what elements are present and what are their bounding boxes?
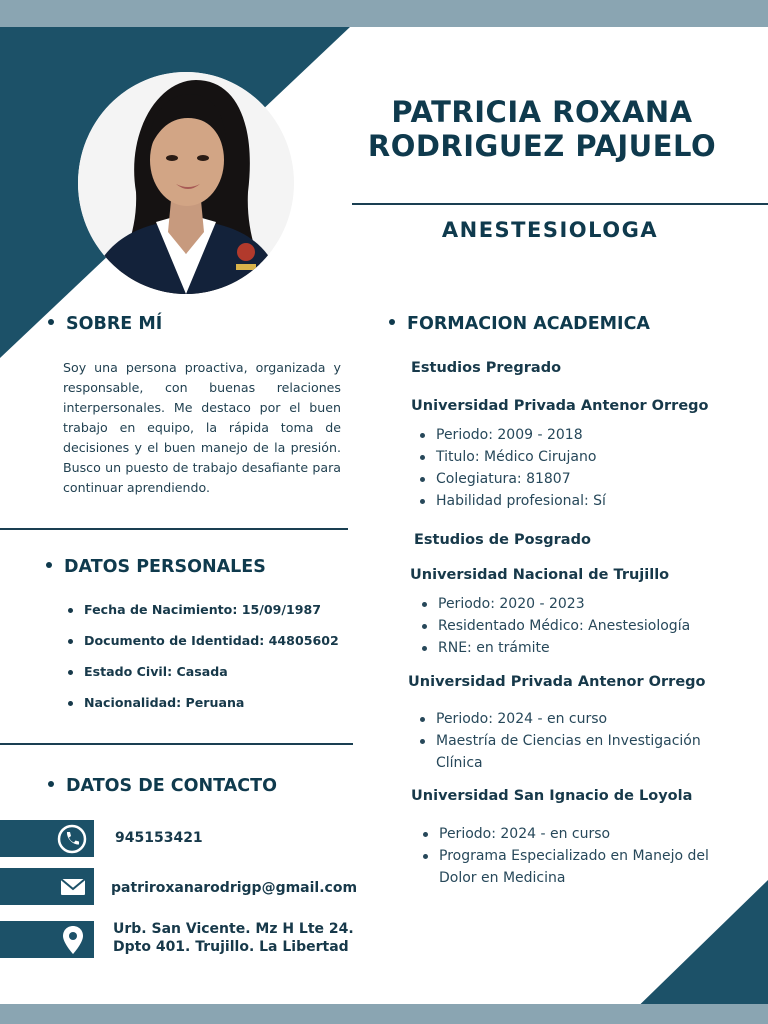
bullet-icon bbox=[389, 319, 395, 325]
posgrado-university-1: Universidad Nacional de Trujillo bbox=[410, 567, 670, 583]
contact-title-text: DATOS DE CONTACTO bbox=[66, 776, 277, 796]
list-item: Fecha de Nacimiento: 15/09/1987 bbox=[68, 596, 339, 627]
about-text: Soy una persona proactiva, organizada y responsable, con buenas relaciones interpersonales. Me destaco por el buen trabajo en equipo, la rápida toma de decisiones y el buen manejo de la presión. Busco un puesto de trabajo desafiante para continuar aprendiendo. bbox=[63, 360, 341, 495]
personal-divider bbox=[0, 743, 353, 745]
posgrado-list-2 bbox=[418, 708, 738, 774]
pregrado-list bbox=[418, 424, 748, 512]
contact-section-title bbox=[48, 776, 277, 796]
about-divider bbox=[0, 528, 348, 530]
list-item: Nacionalidad: Peruana bbox=[68, 689, 339, 720]
bullet-icon bbox=[48, 781, 54, 787]
phone-icon-box bbox=[0, 820, 94, 857]
posgrado-university-3: Universidad San Ignacio de Loyola bbox=[411, 788, 693, 804]
list-item: Periodo: 2024 - en curso bbox=[421, 823, 731, 845]
bottom-accent-bar bbox=[0, 1004, 768, 1024]
list-item: Habilidad profesional: Sí bbox=[418, 490, 748, 512]
list-item: Titulo: Médico Cirujano bbox=[418, 446, 748, 468]
bullet-icon bbox=[46, 562, 52, 568]
job-title: ANESTESIOLOGA bbox=[441, 218, 659, 242]
list-item: Residentado Médico: Anestesiología bbox=[420, 615, 750, 637]
bullet-icon bbox=[48, 319, 54, 325]
location-pin-icon bbox=[58, 924, 88, 956]
location-icon-box bbox=[0, 921, 94, 958]
list-item: Periodo: 2009 - 2018 bbox=[418, 424, 748, 446]
posgrado-list-3 bbox=[421, 823, 731, 889]
list-item: Periodo: 2020 - 2023 bbox=[420, 593, 750, 615]
pregrado-heading: Estudios Pregrado bbox=[411, 360, 562, 376]
about-section-title bbox=[48, 314, 162, 334]
address: Urb. San Vicente. Mz H Lte 24. Dpto 401. Trujillo. La Libertad bbox=[113, 921, 354, 955]
name-divider bbox=[352, 203, 768, 205]
mail-icon bbox=[58, 872, 88, 902]
personal-title-text: DATOS PERSONALES bbox=[64, 557, 266, 577]
list-item: Colegiatura: 81807 bbox=[418, 468, 748, 490]
posgrado-university-2: Universidad Privada Antenor Orrego bbox=[408, 674, 706, 690]
email-address[interactable]: patriroxanarodrigp@gmail.com bbox=[111, 880, 358, 896]
list-item: Estado Civil: Casada bbox=[68, 658, 339, 689]
name-line-1: PATRICIA ROXANA bbox=[391, 95, 693, 129]
list-item: Periodo: 2024 - en curso bbox=[418, 708, 738, 730]
education-title-text: FORMACION ACADEMICA bbox=[407, 314, 650, 334]
personal-data-list bbox=[68, 596, 339, 720]
list-item: Programa Especializado en Manejo del Dolor en Medicina bbox=[421, 845, 731, 889]
pregrado-university: Universidad Privada Antenor Orrego bbox=[411, 398, 709, 414]
mail-icon-box bbox=[0, 868, 94, 905]
about-title-text: SOBRE MÍ bbox=[66, 314, 163, 334]
list-item: RNE: en trámite bbox=[420, 637, 750, 659]
posgrado-heading: Estudios de Posgrado bbox=[414, 532, 591, 548]
phone-icon bbox=[57, 824, 87, 854]
personal-section-title bbox=[46, 557, 266, 577]
education-section-title bbox=[389, 314, 650, 334]
bottom-right-triangle bbox=[620, 880, 768, 1024]
profile-photo bbox=[78, 72, 294, 294]
posgrado-list-1 bbox=[420, 593, 750, 659]
list-item: Maestría de Ciencias en Investigación Clínica bbox=[418, 730, 738, 774]
phone-number[interactable]: 945153421 bbox=[115, 830, 203, 846]
full-name bbox=[352, 95, 732, 163]
list-item: Documento de Identidad: 44805602 bbox=[68, 627, 339, 658]
name-line-2: RODRIGUEZ PAJUELO bbox=[367, 129, 717, 163]
